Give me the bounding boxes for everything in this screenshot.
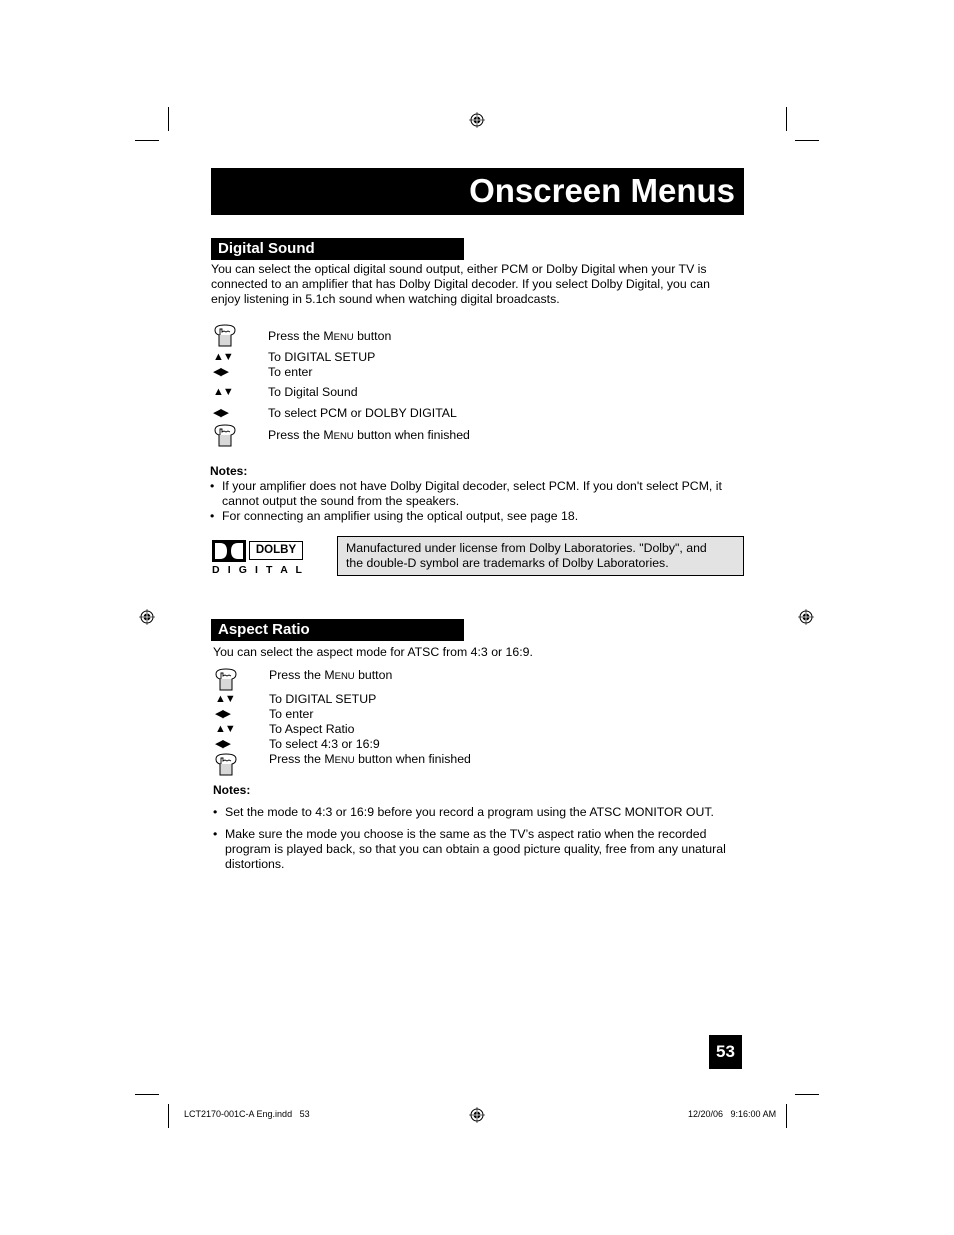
menu-hand-icon bbox=[213, 753, 239, 777]
up-down-arrows-icon: ▲▼ bbox=[213, 351, 233, 363]
step-row bbox=[213, 737, 613, 752]
bullet: • bbox=[213, 827, 218, 841]
step-row bbox=[213, 752, 613, 776]
crop-mark bbox=[135, 140, 159, 141]
crop-mark bbox=[168, 107, 169, 131]
trademark-notice: Manufactured under license from Dolby Laboratories. "Dolby", and the double-D symbol are trademarks of Dolby Laboratories. bbox=[337, 536, 744, 576]
step-text: To enter bbox=[268, 365, 313, 379]
crop-mark bbox=[795, 1094, 819, 1095]
step-row bbox=[213, 722, 613, 737]
aspect-ratio-intro: You can select the aspect mode for ATSC from 4:3 or 16:9. bbox=[213, 645, 533, 659]
step-text: To Aspect Ratio bbox=[269, 722, 355, 736]
step-text: To DIGITAL SETUP bbox=[268, 350, 376, 364]
step-row bbox=[213, 692, 613, 707]
registration-mark-icon bbox=[469, 1107, 485, 1123]
up-down-arrows-icon: ▲▼ bbox=[213, 386, 233, 398]
footer-timestamp: 12/20/06 9:16:00 AM bbox=[688, 1109, 777, 1119]
step-row bbox=[211, 350, 611, 365]
footer-filename: LCT2170-001C-A Eng.indd 53 bbox=[184, 1109, 310, 1119]
dolby-digital-text: D I G I T A L bbox=[212, 564, 305, 576]
step-row bbox=[211, 424, 611, 448]
step-text: Press the MENU button bbox=[268, 329, 392, 343]
registration-mark-icon bbox=[139, 609, 155, 625]
bullet: • bbox=[210, 479, 215, 493]
crop-mark bbox=[135, 1094, 159, 1095]
notes-heading: Notes: bbox=[210, 464, 248, 478]
up-down-arrows-icon: ▲▼ bbox=[215, 693, 235, 705]
note-item: • Make sure the mode you choose is the same as the TV’s aspect ratio when the recorded program is played back, so that you can obtain a good picture quality, free from any unatural distortions. bbox=[213, 827, 726, 871]
menu-hand-icon bbox=[212, 324, 238, 348]
bullet: • bbox=[210, 509, 215, 523]
step-row bbox=[211, 406, 611, 421]
bullet: • bbox=[213, 805, 218, 819]
step-text: Press the MENU button when finished bbox=[268, 428, 470, 442]
step-row bbox=[211, 324, 611, 348]
left-right-arrows-icon: ◀▶ bbox=[215, 738, 230, 750]
step-text: Press the MENU button when finished bbox=[269, 752, 471, 766]
crop-mark bbox=[786, 1104, 787, 1128]
step-row bbox=[211, 365, 611, 380]
step-row bbox=[213, 667, 613, 691]
left-right-arrows-icon: ◀▶ bbox=[213, 407, 228, 419]
page-title: Onscreen Menus bbox=[469, 172, 735, 209]
double-d-icon bbox=[212, 540, 246, 562]
dolby-wordmark: DOLBY bbox=[249, 541, 303, 560]
left-right-arrows-icon: ◀▶ bbox=[215, 708, 230, 720]
note-item: • For connecting an amplifier using the optical output, see page 18. bbox=[210, 509, 579, 523]
step-text: To select 4:3 or 16:9 bbox=[269, 737, 380, 751]
step-text: Press the MENU button bbox=[269, 668, 393, 682]
step-text: To DIGITAL SETUP bbox=[269, 692, 377, 706]
left-right-arrows-icon: ◀▶ bbox=[213, 366, 228, 378]
page-title-bar bbox=[211, 168, 744, 215]
dolby-digital-logo bbox=[212, 540, 307, 578]
digital-sound-intro: You can select the optical digital sound output, either PCM or Dolby Digital when your TV is connected to an amplifier that has Dolby Digital decoder. If you select Dolby Digital, you can enjoy listening in 5.1ch sound when watching digital broadcasts. bbox=[211, 262, 710, 306]
crop-mark bbox=[168, 1104, 169, 1128]
note-item: • If your amplifier does not have Dolby Digital decoder, select PCM. If you don't select PCM, it cannot output the sound from the speakers. bbox=[210, 479, 722, 508]
note-item: • Set the mode to 4:3 or 16:9 before you record a program using the ATSC MONITOR OUT. bbox=[213, 805, 714, 819]
crop-mark bbox=[786, 107, 787, 131]
step-text: To select PCM or DOLBY DIGITAL bbox=[268, 406, 457, 420]
menu-hand-icon bbox=[212, 424, 238, 448]
page-number: 53 bbox=[709, 1035, 742, 1069]
crop-mark bbox=[795, 140, 819, 141]
up-down-arrows-icon: ▲▼ bbox=[215, 723, 235, 735]
section-heading-digital-sound: Digital Sound bbox=[211, 238, 464, 260]
step-text: To enter bbox=[269, 707, 314, 721]
step-row bbox=[213, 707, 613, 722]
menu-hand-icon bbox=[213, 668, 239, 692]
registration-mark-icon bbox=[469, 112, 485, 128]
step-row bbox=[211, 385, 611, 400]
notes-heading: Notes: bbox=[213, 783, 251, 797]
section-heading-aspect-ratio: Aspect Ratio bbox=[211, 619, 464, 641]
step-text: To Digital Sound bbox=[268, 385, 358, 399]
registration-mark-icon bbox=[798, 609, 814, 625]
